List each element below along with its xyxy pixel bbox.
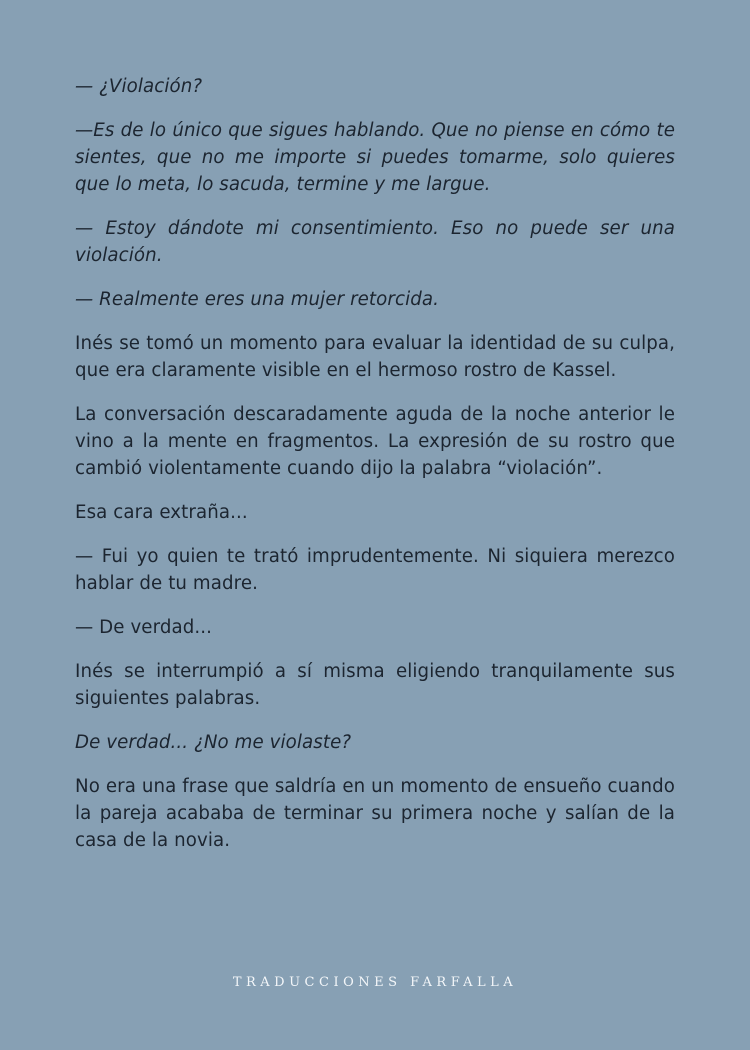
- paragraph-1: — ¿Violación?: [75, 76, 203, 97]
- paragraph-5: Inés se tomó un momento para evaluar la identidad de su culpa, que era claramente visible en el hermoso rostro de Kassel.: [75, 333, 675, 381]
- paragraph-9: — De verdad...: [75, 617, 213, 638]
- paragraph-3: — Estoy dándote mi consentimiento. Eso no puede ser una violación.: [75, 218, 675, 266]
- paragraph-6: La conversación descaradamente aguda de la noche anterior le vino a la mente en fragmentos. La expresión de su rostro que cambió violentamente cuando dijo la palabra “violación”.: [75, 404, 675, 479]
- paragraph-2: —Es de lo único que sigues hablando. Que no piense en cómo te sientes, que no me importe si puedes tomarme, solo quieres que lo meta, lo sacuda, termine y me largue.: [75, 120, 675, 195]
- paragraph-7: Esa cara extraña...: [75, 502, 248, 523]
- paragraph-10: Inés se interrumpió a sí misma eligiendo tranquilamente sus siguientes palabras.: [75, 661, 675, 709]
- paragraph-8: — Fui yo quien te trató imprudentemente. Ni siquiera merezco hablar de tu madre.: [75, 546, 675, 594]
- paragraph-4: — Realmente eres una mujer retorcida.: [75, 289, 439, 310]
- paragraph-11: De verdad... ¿No me violaste?: [75, 732, 352, 753]
- paragraph-12: No era una frase que saldría en un momento de ensueño cuando la pareja acababa de terminar su primera noche y salían de la casa de la novia.: [75, 776, 675, 851]
- footer-credit: TRADUCCIONES FARFALLA: [232, 975, 518, 990]
- page-body: [75, 73, 675, 871]
